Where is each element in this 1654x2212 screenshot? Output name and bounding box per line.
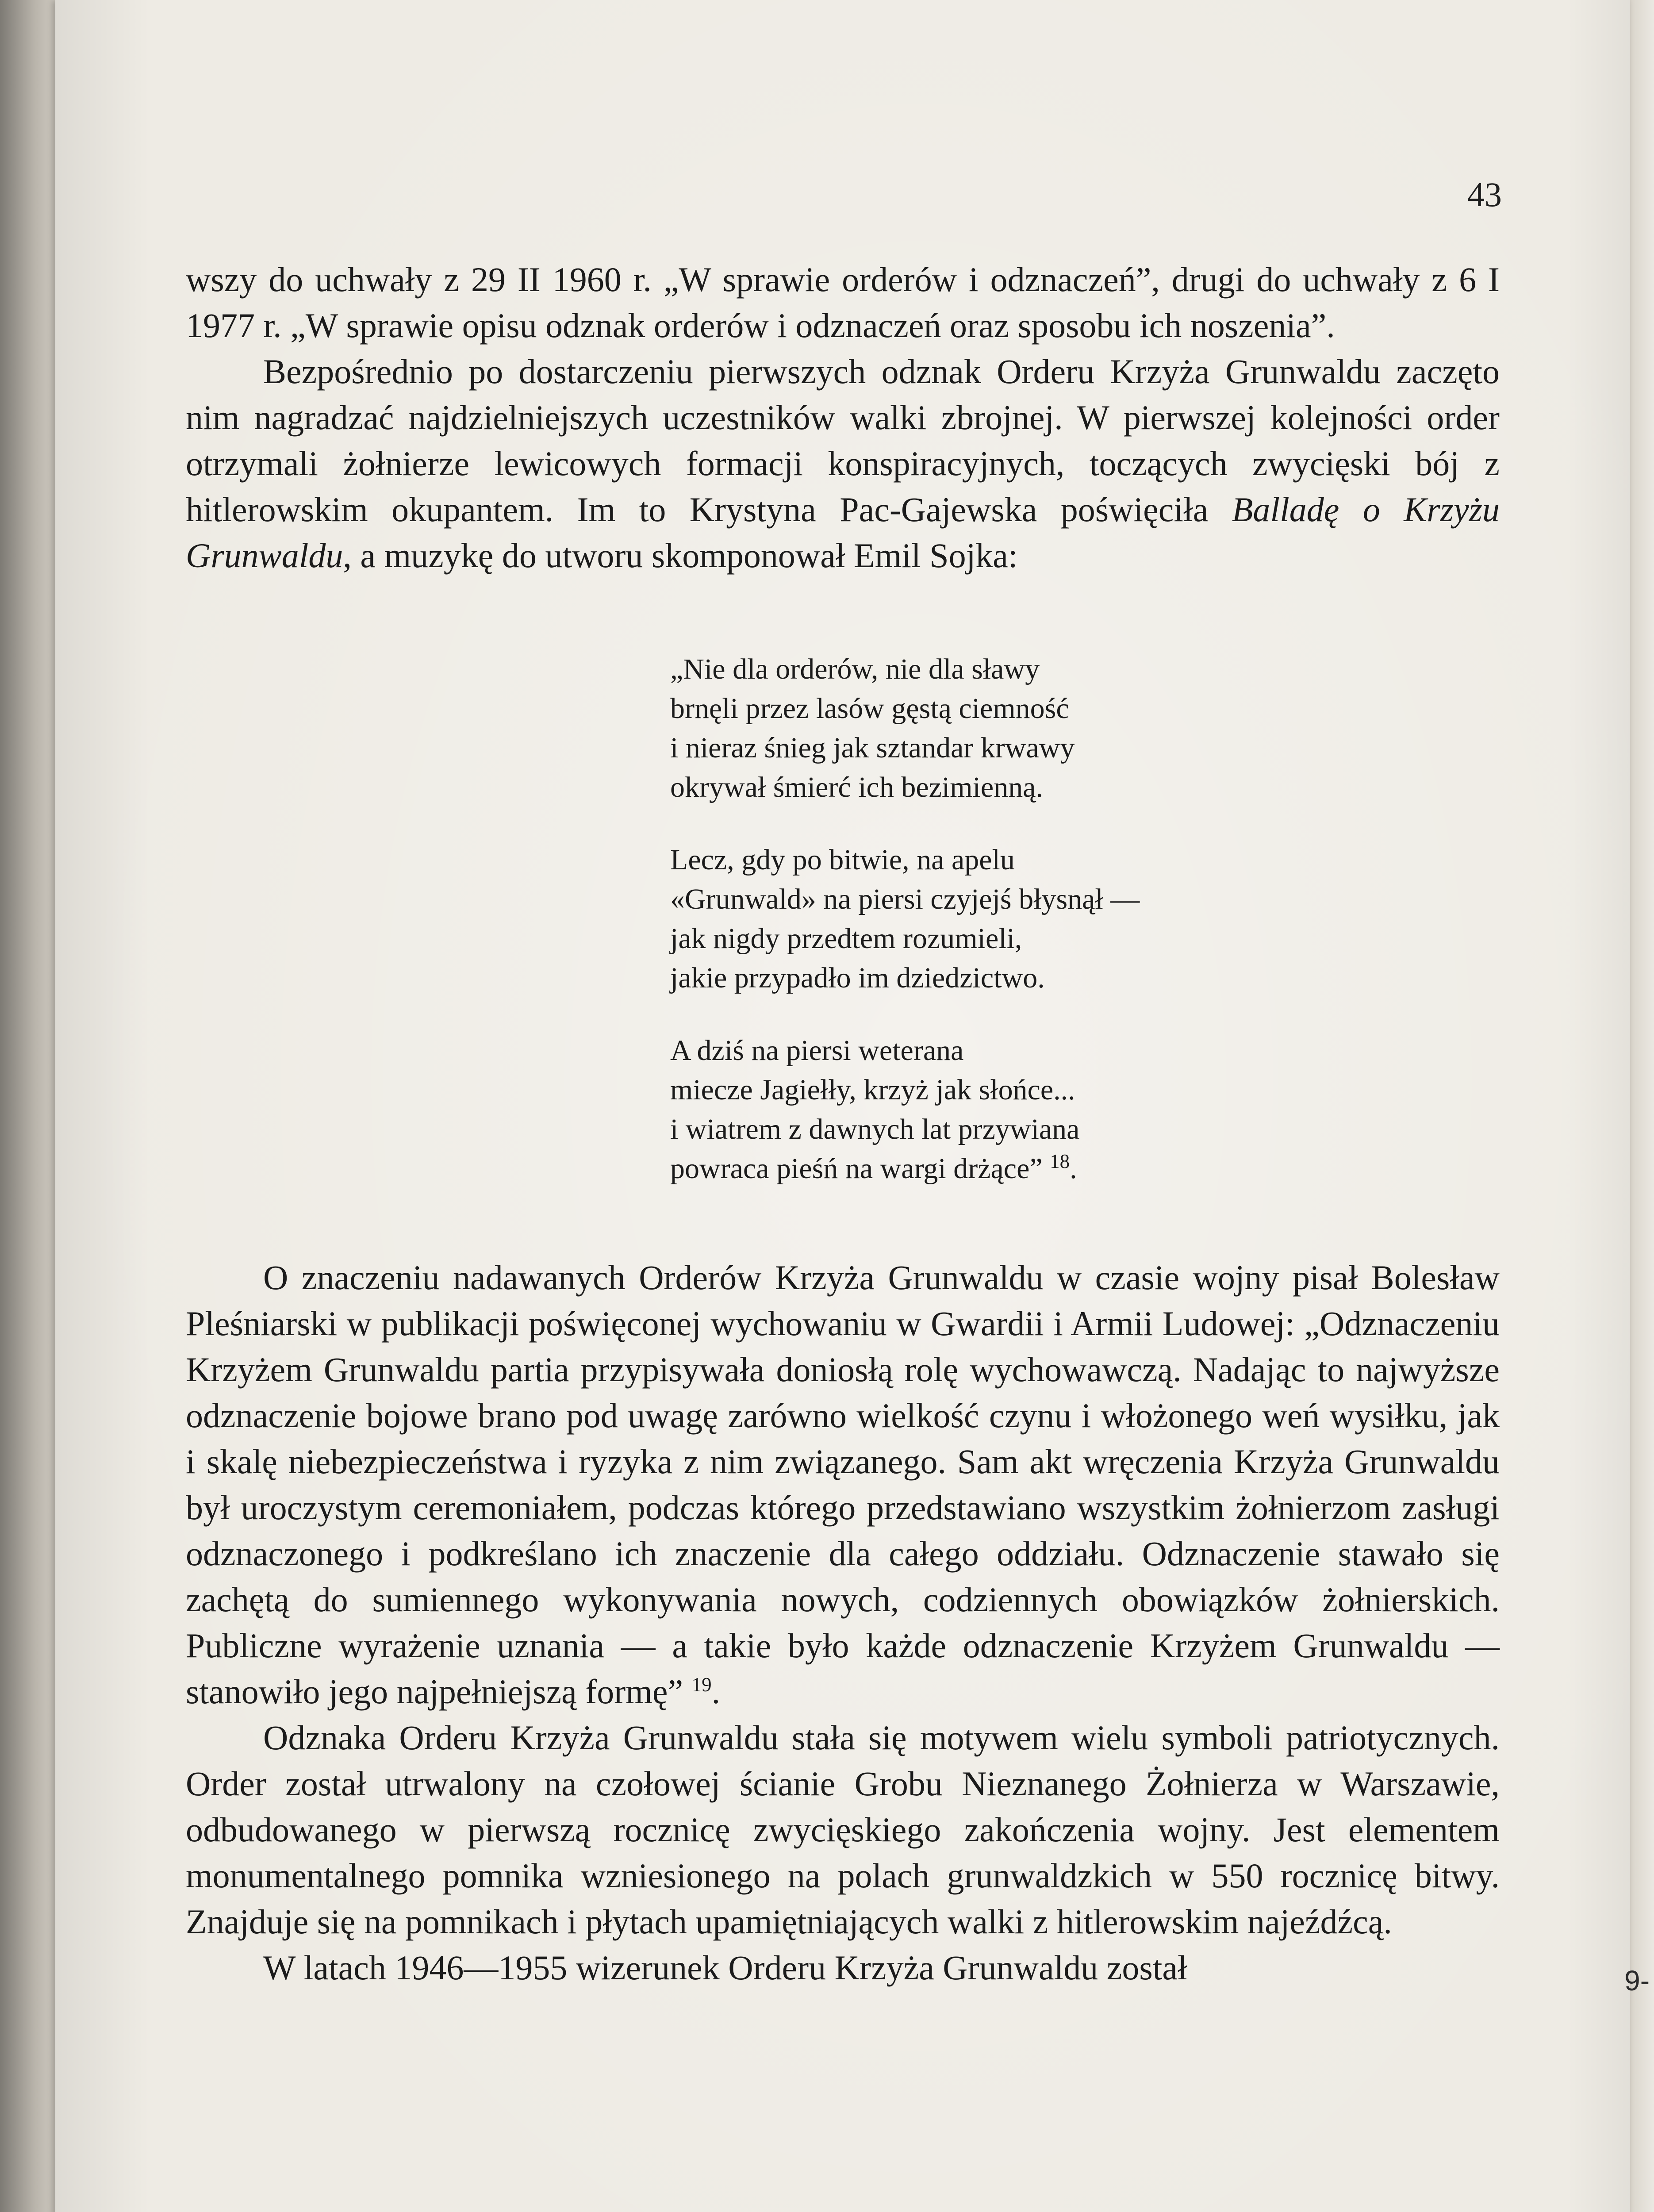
poem-verse-text: powraca pieśń na wargi drżące” <box>670 1152 1050 1185</box>
poem-verse: «Grunwald» na piersi czyjejś błysnął — <box>670 883 1140 915</box>
paragraph-text-end: , a muzykę do utworu skomponował Emil Sojka: <box>343 536 1018 575</box>
paragraph-end-punct: . <box>711 1672 721 1711</box>
footnote-ref-18: 18 <box>1050 1150 1070 1172</box>
poem-quote <box>670 649 1500 1188</box>
paragraph-years: W latach 1946—1955 wizerunek Orderu Krzyża Grunwaldu został <box>263 1948 1187 1987</box>
poem-verse: miecze Jagiełły, krzyż jak słońce... <box>670 1074 1075 1106</box>
poem-end-punct: . <box>1070 1152 1077 1185</box>
paragraph-first-awards <box>186 349 1500 579</box>
poem-verse: „Nie dla orderów, nie dla sławy <box>670 653 1040 685</box>
page-number: 43 <box>1467 175 1502 214</box>
poem-verse: i wiatrem z dawnych lat przywiana <box>670 1113 1080 1145</box>
paragraph-text: O znaczeniu nadawanych Orderów Krzyża Grunwaldu w czasie wojny pisał Bolesław Pleśniarski w publikacji poświęconej wychowaniu w Gwardii i Armii Ludowej: „Odznaczeniu Krzyżem Grunwaldu partia przypisywała doniosłą rolę wychowawczą. Nadając to najwyższe odznaczenie bojowe brano pod uwagę zarówno wielkość czynu i włożonego weń wysiłku, jak i skalę niebezpieczeństwa i ryzyka z nim związanego. Sam akt wręczenia Krzyża Grunwaldu był uroczystym ceremoniałem, podczas którego przedstawiano wszystkim żołnierzom zasługi odznaczonego i podkreślano ich znaczenie dla całego oddziału. Odznaczenie stawało się zachętą do sumiennego wykonywania nowych, codziennych obowiązków żołnierskich. Publiczne wyrażenie uznania — a takie było każde odznaczenie Krzyżem Grunwaldu — stanowiło jego najpełniejszą formę” <box>186 1258 1500 1711</box>
footnote-ref-19: 19 <box>691 1674 712 1696</box>
poem-stanza-3 <box>670 1031 1500 1188</box>
poem-verse: brnęli przez lasów gęstą ciemność <box>670 692 1069 725</box>
poem-stanza-1 <box>670 649 1500 807</box>
poem-verse: Lecz, gdy po bitwie, na apelu <box>670 844 1015 876</box>
poem-verse: A dziś na piersi weterana <box>670 1034 964 1067</box>
poem-stanza-2 <box>670 840 1500 998</box>
poem-verse: jak nigdy przedtem rozumieli, <box>670 922 1022 955</box>
poem-verse: jakie przypadło im dziedzictwo. <box>670 962 1045 994</box>
ballad-title: Balladę o Krzyżu Grunwaldu <box>186 490 1500 575</box>
paragraph-pleśniarski-quote <box>186 1255 1500 1715</box>
poem-verse <box>670 1149 1500 1188</box>
book-page <box>55 0 1630 2212</box>
paragraph-text: Bezpośrednio po dostarczeniu pierwszych odznak Orderu Krzyża Grunwaldu zaczęto nim nagradzać najdzielniejszych uczestników walki zbrojnej. W pierwszej kolejności order otrzymali żołnierze lewicowych formacji konspiracyjnych, toczących zwycięski bój z hitlerowskim okupantem. Im to Krystyna Pac-Gajewska poświęciła <box>186 352 1500 529</box>
poem-verse: okrywał śmierć ich bezimienną. <box>670 771 1044 803</box>
paragraph-symbols: Odznaka Orderu Krzyża Grunwaldu stała się motywem wielu symboli patriotycznych. Order został utrwalony na czołowej ścianie Grobu Nieznanego Żołnierza w Warszawie, odbudowanego w pierwszą rocznicę zwycięskiego zakończenia wojny. Jest elementem monumentalnego pomnika wzniesionego na polach grunwaldzkich w 550 rocznicę bitwy. Znajduje się na pomnikach i płytach upamiętniających walki z hitlerowskim najeźdźcą. <box>186 1718 1500 1941</box>
body-text <box>186 257 1500 1991</box>
background-surface <box>1627 0 1654 2212</box>
edge-mark: 9- <box>1624 1965 1650 1997</box>
poem-verse: i nieraz śnieg jak sztandar krwawy <box>670 732 1075 764</box>
paragraph-continuation: wszy do uchwały z 29 II 1960 r. „W sprawie orderów i odznaczeń”, drugi do uchwały z 6 I 1977 r. „W sprawie opisu odznak orderów i odznaczeń oraz sposobu ich noszenia”. <box>186 260 1500 345</box>
book-binding-shadow <box>0 0 62 2212</box>
